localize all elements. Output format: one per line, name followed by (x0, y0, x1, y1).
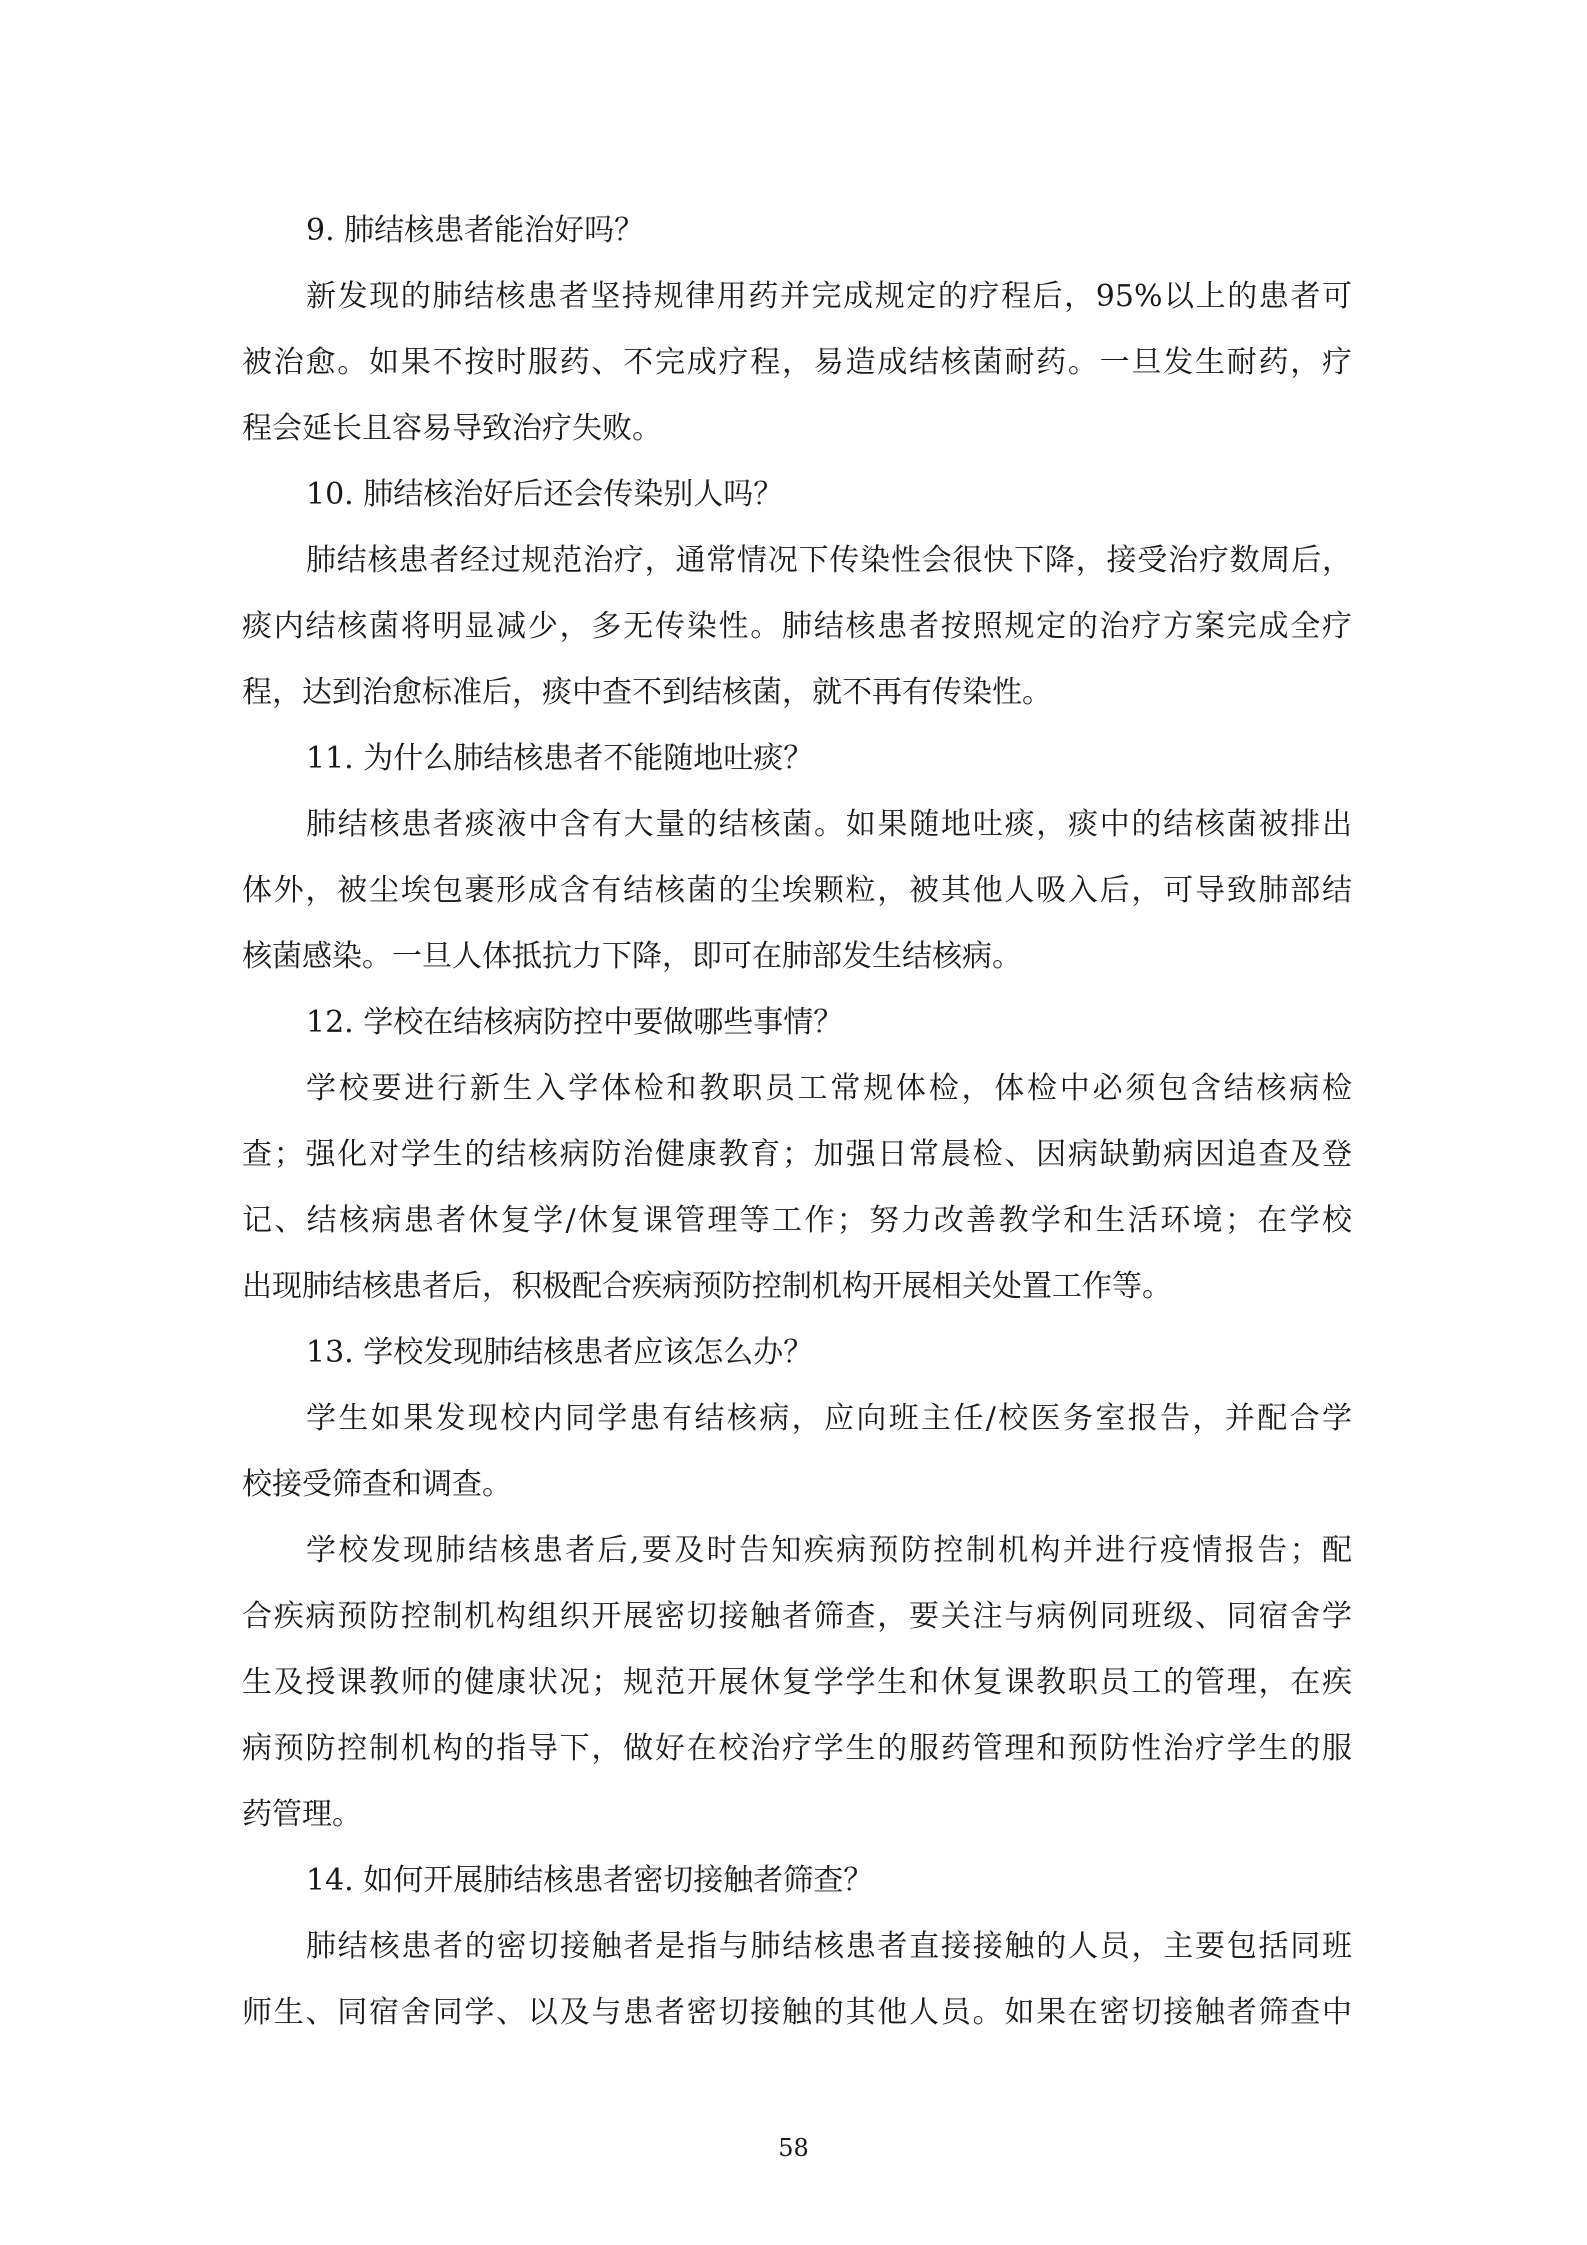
page-number: 58 (778, 2134, 809, 2162)
answer-line: 药管理。 (242, 1797, 362, 1832)
answer-line: 师生、同宿舍同学、以及与患者密切接触的其他人员。如果在密切接触者筛查中 (242, 1995, 1352, 2030)
answer-line: 痰内结核菌将明显减少，多无传染性。肺结核患者按照规定的治疗方案完成全疗 (242, 609, 1352, 644)
answer-line: 学生如果发现校内同学患有结核病，应向班主任/校医务室报告，并配合学 (306, 1401, 1352, 1436)
answer-line: 校接受筛查和调查。 (242, 1467, 512, 1502)
answer-line: 生及授课教师的健康状况；规范开展休复学学生和休复课教职员工的管理，在疾 (242, 1665, 1352, 1700)
answer-line: 程会延长且容易导致治疗失败。 (242, 411, 662, 446)
answer-line: 程，达到治愈标准后，痰中查不到结核菌，就不再有传染性。 (242, 675, 1052, 710)
question-heading-10: 10. 肺结核治好后还会传染别人吗？ (306, 477, 784, 512)
answer-line: 被治愈。如果不按时服药、不完成疗程，易造成结核菌耐药。一旦发生耐药，疗 (242, 345, 1352, 380)
question-heading-13: 13. 学校发现肺结核患者应该怎么办？ (306, 1335, 814, 1370)
answer-line: 肺结核患者痰液中含有大量的结核菌。如果随地吐痰，痰中的结核菌被排出 (306, 807, 1352, 842)
answer-line: 病预防控制机构的指导下，做好在校治疗学生的服药管理和预防性治疗学生的服 (242, 1731, 1352, 1766)
answer-line: 记、结核病患者休复学/休复课管理等工作；努力改善教学和生活环境；在学校 (242, 1203, 1352, 1238)
question-heading-9: 9. 肺结核患者能治好吗？ (306, 213, 645, 248)
answer-line: 核菌感染。一旦人体抵抗力下降，即可在肺部发生结核病。 (242, 939, 1022, 974)
question-heading-12: 12. 学校在结核病防控中要做哪些事情？ (306, 1005, 844, 1040)
answer-line: 肺结核患者的密切接触者是指与肺结核患者直接接触的人员，主要包括同班 (306, 1929, 1352, 1964)
answer-line: 出现肺结核患者后，积极配合疾病预防控制机构开展相关处置工作等。 (242, 1269, 1172, 1304)
answer-line: 新发现的肺结核患者坚持规律用药并完成规定的疗程后，95%以上的患者可 (306, 279, 1352, 314)
answer-line: 肺结核患者经过规范治疗，通常情况下传染性会很快下降，接受治疗数周后， (306, 543, 1352, 578)
answer-line: 学校要进行新生入学体检和教职员工常规体检，体检中必须包含结核病检 (306, 1071, 1352, 1106)
answer-line: 体外，被尘埃包裹形成含有结核菌的尘埃颗粒，被其他人吸入后，可导致肺部结 (242, 873, 1352, 908)
answer-line: 学校发现肺结核患者后,要及时告知疾病预防控制机构并进行疫情报告；配 (306, 1533, 1352, 1568)
question-heading-14: 14. 如何开展肺结核患者密切接触者筛查？ (306, 1863, 874, 1898)
answer-line: 合疾病预防控制机构组织开展密切接触者筛查，要关注与病例同班级、同宿舍学 (242, 1599, 1352, 1634)
question-heading-11: 11. 为什么肺结核患者不能随地吐痰？ (306, 741, 814, 776)
answer-line: 查；强化对学生的结核病防治健康教育；加强日常晨检、因病缺勤病因追查及登 (242, 1137, 1352, 1172)
